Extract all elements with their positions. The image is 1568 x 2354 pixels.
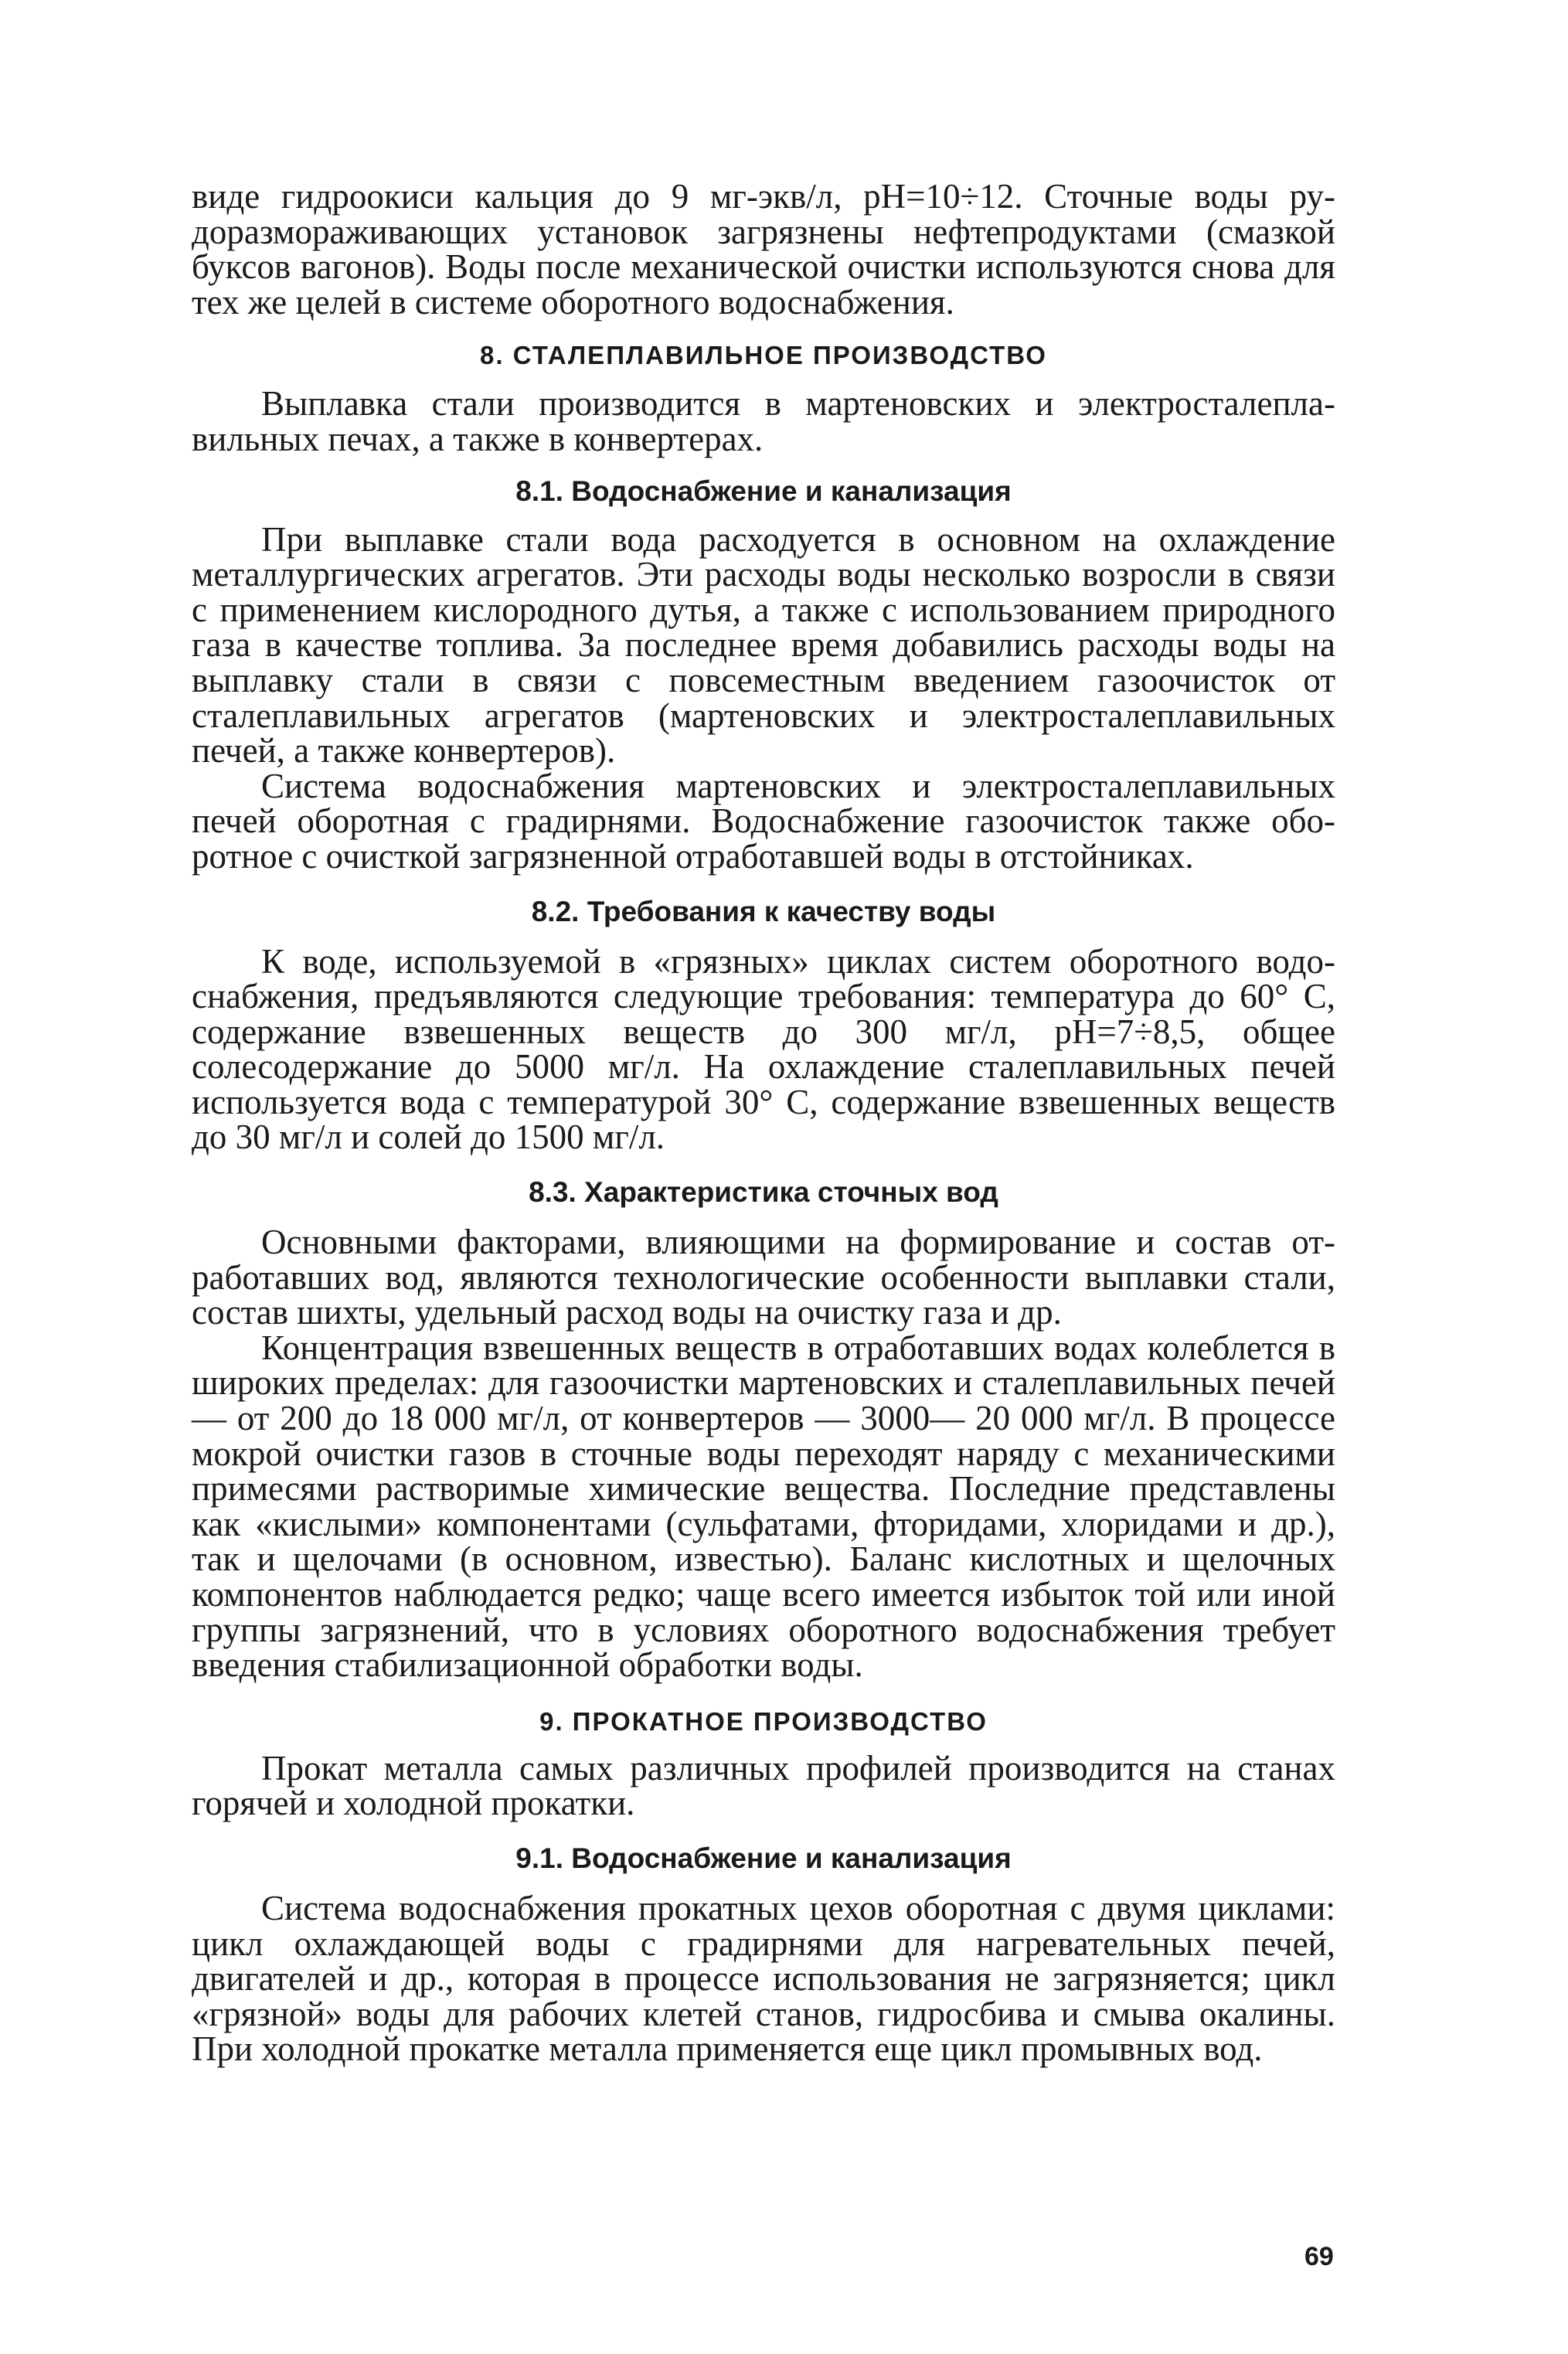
chapter-heading-8: 8. СТАЛЕПЛАВИЛЬНОЕ ПРОИЗВОДСТВО: [480, 341, 1047, 370]
paragraph-water-requirements: К воде, используемой в «грязных» циклах систем оборотного водоснабжения, предъявляются следующие требования: температура до 60° С, содержание взвешенных веществ до 300 мг/л, pH=7÷8,5, общее солесодержание до 5000 мг/л. На охлаждение сталеплавильных печей используется вода с температурой 30° С, содержание взвешенных веществ до 30 мг/л и солей до 1500 мг/л.: [192, 941, 1335, 1157]
paragraph-wastewater-factors: Основными факторами, влияющими на формирование и состав отработавших вод, являются технологические особенности выплавки стали, состав шихты, удельный расход воды на очистку газа и др.: [192, 1223, 1335, 1332]
section-heading-8-2: 8.2. Требования к качеству воды: [531, 895, 996, 927]
section-heading-8-3: 8.3. Характеристика сточных вод: [529, 1176, 998, 1209]
chapter-heading-9: 9. ПРОКАТНОЕ ПРОИЗВОДСТВО: [539, 1706, 988, 1736]
paragraph-continuation: виде гидроокиси кальция до 9 мг-экв/л, pH=10÷12. Сточные воды рудоразмораживающих установок загрязнены нефтепродуктами (смазкой буксов вагонов). Воды после механической очистки используются снова для тех же целей в системе оборотного водоснабжения.: [192, 177, 1335, 321]
paragraph-rolling-water-system: Система водоснабжения прокатных цехов оборотная с двумя циклами: цикл охлаждающей воды с градирнями для нагревательных печей, двигателей и др., которая в процессе использования не загрязняется; цикл «грязной» воды для рабочих клетей станов, гидросбива и смыва окалины. При холодной прокатке металла применяется еще цикл промывных вод.: [192, 1888, 1335, 2069]
paragraph-steel-intro: Выплавка стали производится в мартеновских и электросталеплавильных печах, а также в конвертерах.: [192, 384, 1335, 458]
paragraph-water-system: Система водоснабжения мартеновских и электросталеплавильных печей оборотная с градирнями. Водоснабжение газоочисток также оборотное с очисткой загрязненной отработавшей воды в отстойниках.: [192, 766, 1335, 876]
paragraph-suspended-solids: Концентрация взвешенных веществ в отработавших водах колеблется в широких пределах: для газоочистки мартеновских и сталеплавильных печей — от 200 до 18 000 мг/л, от конвертеров — 3000— 20 000 мг/л. В процессе мокрой очистки газов в сточные воды переходят наряду с механическими примесями растворимые химические вещества. Последние представлены как «кислыми» компонентами (сульфатами, фторидами, хлоридами и др.), так и щелочами (в основном, известью). Баланс кислотных и щелочных компонентов наблюдается редко; чаще всего имеется избыток той или иной группы загрязнений, что в условиях оборотного водоснабжения требует введения стабилизационной обработки воды.: [192, 1328, 1335, 1685]
section-heading-8-1: 8.1. Водоснабжение и канализация: [515, 475, 1012, 507]
page-body: [192, 179, 1335, 2067]
page-number: 69: [1304, 2242, 1334, 2271]
section-heading-9-1: 9.1. Водоснабжение и канализация: [515, 1842, 1012, 1874]
paragraph-water-consumption: При выплавке стали вода расходуется в основном на охлаждение металлургических агрегатов. Эти расходы воды несколько возросли в связи с применением кислородного дутья, а также с использованием природного газа в качестве топлива. За последнее время добавились расходы воды на выплавку стали в связи с повсеместным введением газоочисток от сталеплавильных агрегатов (мартеновских и электросталеплавильных печей, а также конвертеров).: [192, 519, 1335, 770]
paragraph-rolling-intro: Прокат металла самых различных профилей производится на станах горячей и холодной прокатки.: [192, 1748, 1335, 1823]
